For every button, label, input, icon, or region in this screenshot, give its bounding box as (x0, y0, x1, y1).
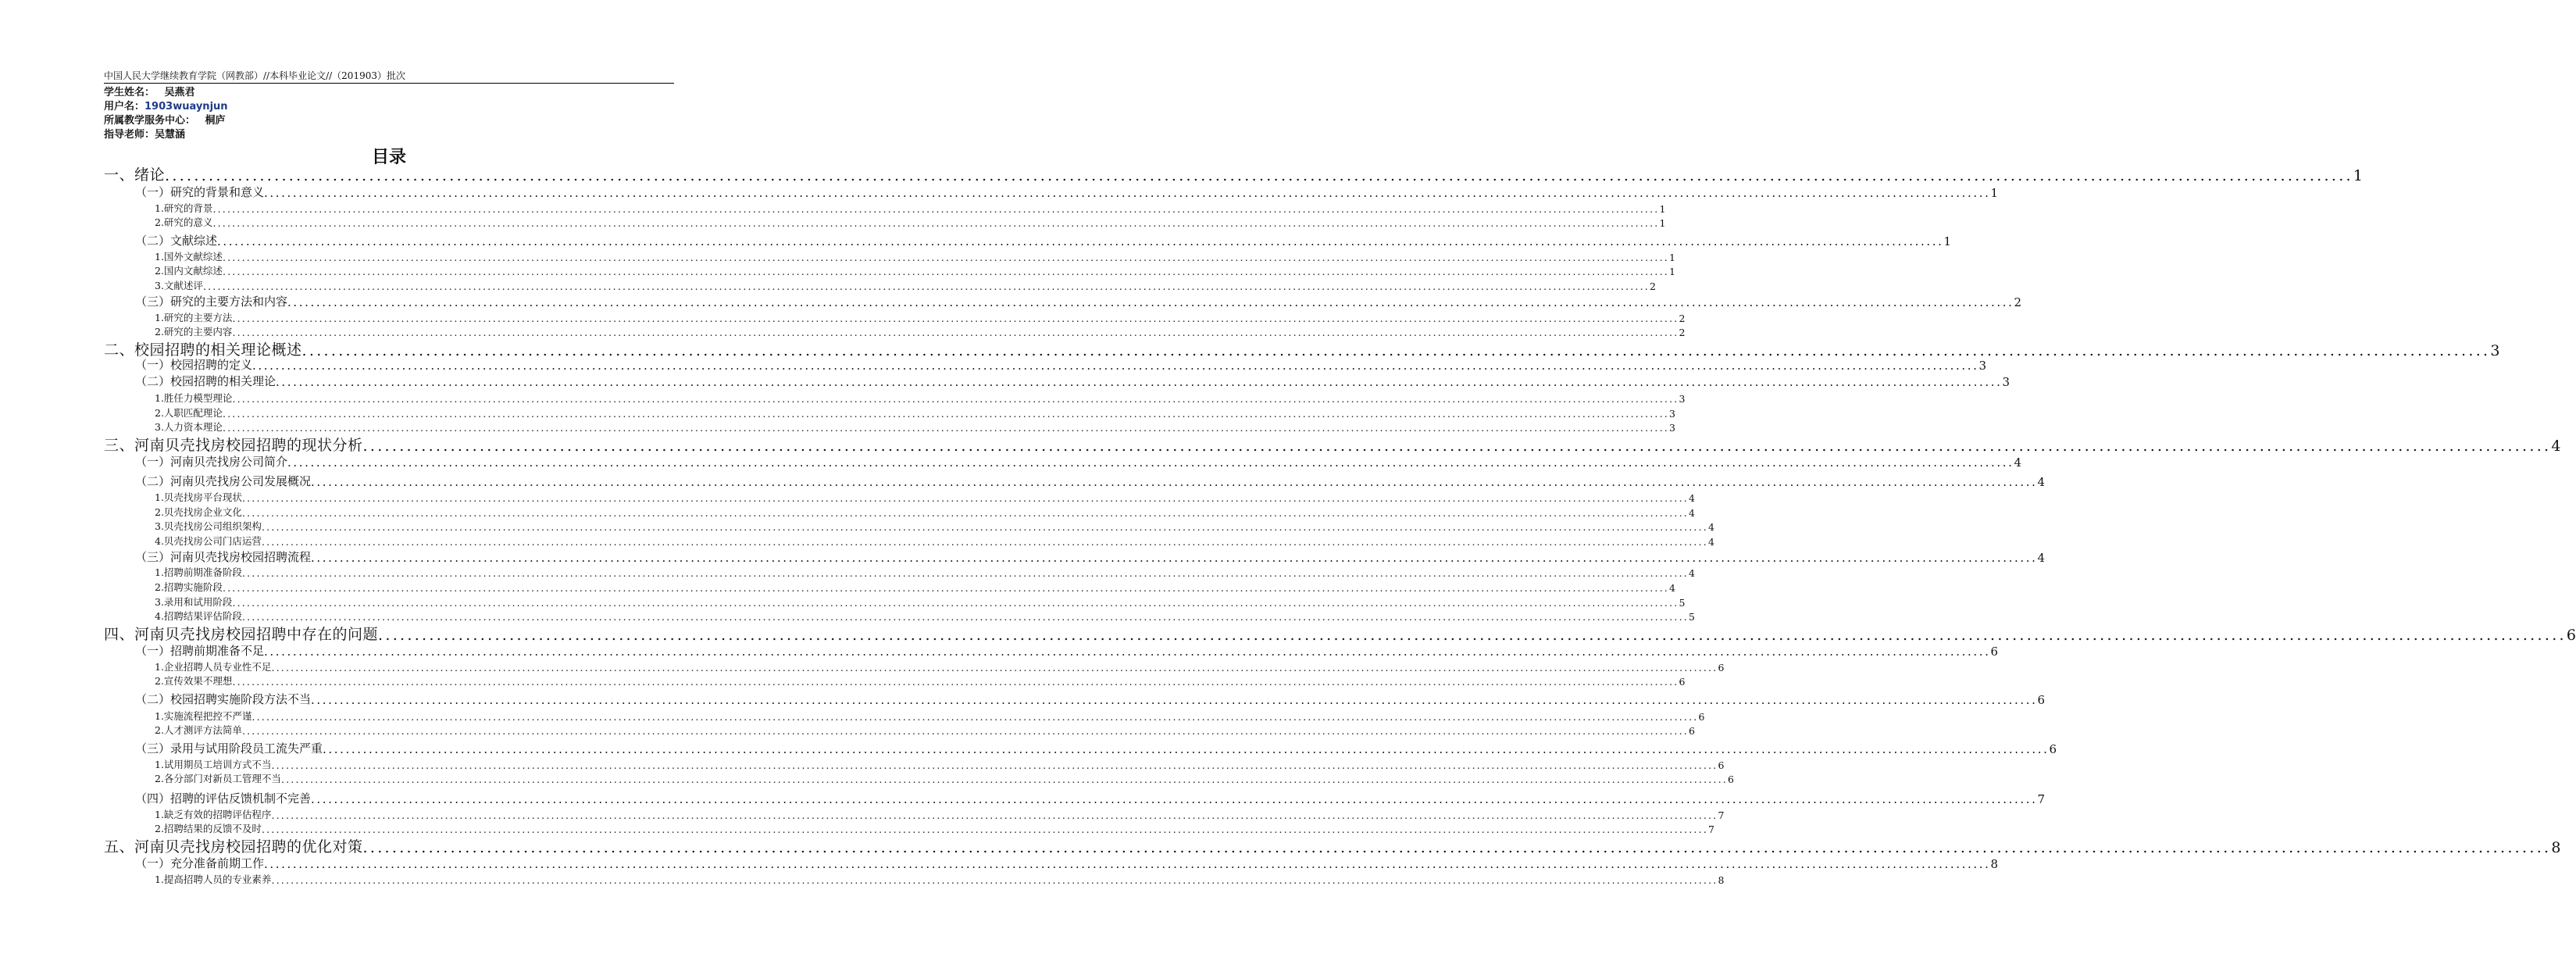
student-name-value: 吴燕君 (164, 87, 195, 98)
toc-entry-page: 6 (1679, 676, 1686, 688)
toc-entry-title: 五、河南贝壳找房校园招聘的优化对策 (104, 838, 363, 856)
toc-entry-page: 4 (1668, 582, 1675, 594)
toc-entry-page: 2 (1679, 313, 1686, 324)
toc-dot-leader: ............................................................................................................................................................................................................................................................................................................ (271, 874, 1718, 886)
service-center-label: 所属教学服务中心： (104, 115, 196, 127)
toc-entry-title: 1.贝壳找房平台现状 (155, 491, 242, 503)
toc-entry-level-3[interactable] (155, 809, 1725, 821)
toc-entry-level-2[interactable] (135, 791, 2045, 806)
toc-entry-title: 三、河南贝壳找房校园招聘的现状分析 (104, 437, 363, 454)
toc-entry-level-3[interactable] (155, 710, 1705, 723)
toc-dot-leader: ............................................................................................................................................................................................................................................................................................................ (323, 742, 2050, 756)
toc-entry-level-3[interactable] (155, 392, 1686, 405)
toc-dot-leader: ............................................................................................................................................................................................................................................................................................................ (232, 597, 1679, 609)
toc-entry-page: 7 (1718, 809, 1725, 821)
toc-dot-leader: ............................................................................................................................................................................................................................................................................................................ (311, 792, 2038, 806)
toc-entry-page: 4 (1707, 536, 1714, 548)
toc-entry-page: 4 (2551, 438, 2561, 455)
toc-dot-leader: ............................................................................................................................................................................................................................................................................................................ (362, 839, 2552, 856)
toc-entry-page: 3 (1668, 408, 1675, 420)
toc-entry-level-3[interactable] (155, 216, 1666, 229)
toc-entry-level-1[interactable] (104, 838, 2561, 856)
toc-entry-page: 4 (2037, 551, 2045, 565)
toc-entry-level-2[interactable] (135, 455, 2021, 470)
toc-entry-page: 1 (1659, 217, 1666, 229)
toc-dot-leader: ............................................................................................................................................................................................................................................................................................................ (261, 521, 1708, 533)
toc-entry-level-3[interactable] (155, 407, 1675, 420)
advisor-row (104, 128, 228, 142)
toc-entry-page: 8 (2551, 839, 2561, 856)
toc-entry-title: 3.录用和试用阶段 (155, 596, 233, 608)
toc-entry-level-3[interactable] (155, 280, 1656, 292)
toc-dot-leader: ............................................................................................................................................................................................................................................................................................................ (362, 438, 2552, 455)
toc-dot-leader: ............................................................................................................................................................................................................................................................................................................ (261, 823, 1708, 835)
toc-dot-leader: ............................................................................................................................................................................................................................................................................................................ (232, 676, 1679, 688)
toc-dot-leader: ............................................................................................................................................................................................................................................................................................................ (311, 475, 2038, 489)
toc-entry-page: 6 (2049, 742, 2057, 756)
toc-dot-leader: ............................................................................................................................................................................................................................................................................................................ (217, 234, 1944, 248)
toc-entry-title: （二）文献综述 (135, 234, 218, 248)
toc-entry-title: 2.各分部门对新员工管理不当 (155, 773, 281, 784)
toc-entry-level-3[interactable] (155, 661, 1725, 673)
toc-dot-leader: ............................................................................................................................................................................................................................................................................................................ (241, 507, 1689, 519)
toc-entry-level-1[interactable] (104, 436, 2561, 455)
service-center-row (104, 114, 228, 128)
toc-entry-level-2[interactable] (135, 185, 1998, 200)
advisor-label: 指导老师： (104, 129, 155, 141)
toc-entry-page: 6 (1990, 645, 1998, 659)
toc-entry-title: 1.实施流程把控不严谨 (155, 710, 252, 722)
toc-entry-level-3[interactable] (155, 773, 1734, 785)
toc-dot-leader: ............................................................................................................................................................................................................................................................................................................ (271, 662, 1718, 673)
toc-entry-page: 2 (2014, 295, 2021, 309)
toc-entry-level-3[interactable] (155, 596, 1686, 609)
page-header: 中国人民大学继续教育学院（网教部）//本科毕业论文//（201903）批次 (104, 70, 674, 84)
toc-dot-leader: ............................................................................................................................................................................................................................................................................................................ (232, 327, 1679, 338)
toc-entry-title: 一、绪论 (104, 166, 166, 184)
toc-dot-leader: ............................................................................................................................................................................................................................................................................................................ (241, 725, 1689, 737)
advisor-value: 吴慧涵 (155, 129, 186, 141)
toc-dot-leader: ............................................................................................................................................................................................................................................................................................................ (222, 252, 1669, 263)
service-center-value: 桐庐 (205, 115, 226, 127)
student-name-row (104, 86, 228, 100)
toc-dot-leader: ............................................................................................................................................................................................................................................................................................................ (232, 313, 1679, 324)
toc-entry-level-3[interactable] (155, 566, 1695, 579)
toc-entry-page: 3 (2002, 375, 2010, 389)
toc-entry-level-1[interactable] (104, 625, 2576, 644)
toc-entry-title: 2.研究的意义 (155, 216, 213, 228)
toc-dot-leader: ............................................................................................................................................................................................................................................................................................................ (276, 375, 2003, 389)
toc-entry-level-2[interactable] (135, 234, 1951, 248)
toc-dot-leader: ............................................................................................................................................................................................................................................................................................................ (264, 645, 1991, 659)
toc-entry-level-3[interactable] (155, 759, 1725, 771)
toc-dot-leader: ............................................................................................................................................................................................................................................................................................................ (264, 857, 1991, 871)
toc-entry-title: （二）校园招聘实施阶段方法不当 (135, 692, 312, 706)
toc-entry-page: 2 (1679, 327, 1686, 338)
toc-entry-level-3[interactable] (155, 520, 1714, 533)
toc-entry-title: 四、河南贝壳找房校园招聘中存在的问题 (104, 626, 379, 643)
toc-entry-page: 6 (1698, 711, 1705, 723)
toc-entry-page: 1 (1668, 266, 1675, 277)
toc-entry-title: 1.胜任力模型理论 (155, 392, 233, 404)
toc-entry-page: 1 (1668, 252, 1675, 263)
toc-entry-title: 1.国外文献综述 (155, 251, 223, 263)
toc-entry-level-3[interactable] (155, 610, 1695, 623)
toc-dot-leader: ............................................................................................................................................................................................................................................................................................................ (165, 167, 2353, 184)
toc-entry-level-3[interactable] (155, 581, 1675, 594)
toc-entry-title: 2.人才测评方法简单 (155, 724, 242, 736)
toc-entry-page: 3 (1668, 422, 1675, 434)
toc-entry-title: （四）招聘的评估反馈机制不完善 (135, 791, 312, 806)
toc-dot-leader: ............................................................................................................................................................................................................................................................................................................ (241, 611, 1689, 623)
toc-entry-title: 3.文献述评 (155, 280, 203, 291)
toc-entry-level-3[interactable] (155, 202, 1666, 215)
toc-dot-leader: ............................................................................................................................................................................................................................................................................................................ (222, 422, 1669, 434)
toc-entry-level-3[interactable] (155, 675, 1686, 688)
toc-entry-title: （三）录用与试用阶段员工流失严重 (135, 741, 323, 756)
toc-entry-title: 2.宣传效果不理想 (155, 675, 233, 687)
toc-entry-level-3[interactable] (155, 535, 1714, 548)
toc-entry-page: 5 (1688, 611, 1695, 623)
toc-entry-title: 1.缺乏有效的招聘评估程序 (155, 809, 272, 820)
toc-entry-level-3[interactable] (155, 312, 1686, 324)
toc-entry-page: 6 (1688, 725, 1695, 737)
toc-entry-level-2[interactable] (135, 374, 2010, 389)
toc-dot-leader: ............................................................................................................................................................................................................................................................................................................ (222, 266, 1669, 277)
toc-entry-title: 4.招聘结果评估阶段 (155, 610, 242, 622)
toc-entry-page: 4 (2014, 455, 2021, 470)
toc-dot-leader: ............................................................................................................................................................................................................................................................................................................ (311, 551, 2038, 565)
toc-entry-page: 3 (1679, 393, 1686, 405)
toc-entry-title: 1.研究的主要方法 (155, 312, 233, 323)
toc-entry-title: （一）河南贝壳找房公司简介 (135, 455, 288, 469)
student-name-label: 学生姓名： (104, 87, 155, 98)
toc-entry-page: 1 (1990, 186, 1998, 200)
toc-dot-leader: ............................................................................................................................................................................................................................................................................................................ (287, 295, 2014, 309)
toc-dot-leader: ............................................................................................................................................................................................................................................................................................................ (222, 408, 1669, 420)
toc-entry-level-2[interactable] (135, 856, 1998, 871)
toc-entry-title: 2.人职匹配理论 (155, 407, 223, 419)
toc-entry-page: 4 (1688, 567, 1695, 579)
toc-entry-level-3[interactable] (155, 506, 1695, 519)
toc-entry-title: 2.招聘结果的反馈不及时 (155, 823, 262, 834)
toc-entry-level-2[interactable] (135, 550, 2045, 565)
toc-dot-leader: ............................................................................................................................................................................................................................................................................................................ (261, 536, 1708, 548)
toc-entry-level-3[interactable] (155, 251, 1675, 263)
toc-entry-level-3[interactable] (155, 491, 1695, 504)
toc-entry-page: 6 (2566, 627, 2576, 644)
toc-entry-page: 4 (2037, 475, 2045, 489)
toc-entry-level-3[interactable] (155, 724, 1695, 737)
toc-dot-leader: ............................................................................................................................................................................................................................................................................................................ (212, 203, 1660, 215)
toc-entry-title: 3.人力资本理论 (155, 421, 223, 433)
toc-entry-page: 8 (1990, 857, 1998, 871)
username-row (104, 100, 228, 114)
toc-entry-page: 5 (1679, 597, 1686, 609)
toc-entry-title: 2.国内文献综述 (155, 265, 223, 277)
toc-entry-title: 4.贝壳找房公司门店运营 (155, 535, 262, 547)
toc-dot-leader: ............................................................................................................................................................................................................................................................................................................ (252, 359, 1979, 373)
toc-entry-level-2[interactable] (135, 741, 2057, 756)
username-value: 1903wuaynjun (144, 101, 228, 113)
toc-entry-title: （一）研究的背景和意义 (135, 185, 265, 199)
toc-entry-level-2[interactable] (135, 644, 1998, 659)
toc-dot-leader: ............................................................................................................................................................................................................................................................................................................ (222, 582, 1669, 594)
toc-entry-title: （一）充分准备前期工作 (135, 856, 265, 870)
toc-entry-page: 2 (1649, 280, 1656, 292)
toc-entry-level-2[interactable] (135, 295, 2021, 309)
toc-entry-page: 6 (1718, 759, 1725, 771)
toc-entry-page: 6 (1718, 662, 1725, 673)
toc-dot-leader: ............................................................................................................................................................................................................................................................................................................ (311, 693, 2038, 707)
toc-entry-title: （三）河南贝壳找房校园招聘流程 (135, 550, 312, 564)
toc-dot-leader: ............................................................................................................................................................................................................................................................................................................ (202, 280, 1650, 292)
toc-dot-leader: ............................................................................................................................................................................................................................................................................................................ (287, 455, 2014, 470)
toc-entry-title: 2.贝壳找房企业文化 (155, 506, 242, 518)
toc-entry-title: 二、校园招聘的相关理论概述 (104, 341, 302, 359)
username-label: 用户名： (104, 101, 145, 113)
toc-dot-leader: ............................................................................................................................................................................................................................................................................................................ (241, 567, 1689, 579)
toc-dot-leader: ............................................................................................................................................................................................................................................................................................................ (264, 186, 1991, 200)
toc-entry-title: （一）招聘前期准备不足 (135, 644, 265, 658)
toc-entry-page: 3 (2490, 342, 2500, 359)
toc-entry-page: 4 (1688, 507, 1695, 519)
toc-entry-page: 1 (1943, 234, 1951, 248)
toc-dot-leader: ............................................................................................................................................................................................................................................................................................................ (232, 393, 1679, 405)
toc-entry-title: （二）校园招聘的相关理论 (135, 374, 277, 388)
toc-entry-page: 4 (1707, 521, 1714, 533)
toc-dot-leader: ............................................................................................................................................................................................................................................................................................................ (271, 759, 1718, 771)
toc-entry-level-2[interactable] (135, 474, 2045, 489)
toc-entry-page: 1 (2353, 167, 2364, 184)
toc-entry-title: 1.试用期员工培训方式不当 (155, 759, 272, 770)
toc-entry-title: 3.贝壳找房公司组织架构 (155, 520, 262, 532)
toc-entry-title: （三）研究的主要方法和内容 (135, 295, 288, 309)
toc-dot-leader: ............................................................................................................................................................................................................................................................................................................ (280, 773, 1728, 785)
toc-entry-level-2[interactable] (135, 358, 1986, 373)
toc-entry-title: 1.招聘前期准备阶段 (155, 566, 242, 578)
toc-entry-page: 7 (2037, 792, 2045, 806)
toc-dot-leader: ............................................................................................................................................................................................................................................................................................................ (271, 809, 1718, 821)
student-info (104, 86, 228, 142)
toc-dot-leader: ............................................................................................................................................................................................................................................................................................................ (301, 342, 2491, 359)
toc-entry-title: （一）校园招聘的定义 (135, 358, 253, 372)
toc-entry-title: 1.企业招聘人员专业性不足 (155, 661, 272, 673)
toc-dot-leader: ............................................................................................................................................................................................................................................................................................................ (241, 492, 1689, 504)
toc-entry-page: 6 (1727, 773, 1734, 785)
toc-dot-leader: ............................................................................................................................................................................................................................................................................................................ (378, 627, 2567, 644)
toc-entry-page: 8 (1718, 874, 1725, 886)
toc-entry-page: 3 (1978, 359, 1986, 373)
toc-entry-level-3[interactable] (155, 873, 1725, 886)
toc-entry-level-1[interactable] (104, 166, 2364, 184)
toc-entry-title: （二）河南贝壳找房公司发展概况 (135, 474, 312, 488)
toc-title: 目录 (371, 148, 406, 167)
toc-entry-page: 7 (1707, 823, 1714, 835)
toc-entry-page: 4 (1688, 492, 1695, 504)
toc-entry-title: 2.研究的主要内容 (155, 326, 233, 338)
toc-entry-title: 1.提高招聘人员的专业素养 (155, 873, 272, 885)
toc-dot-leader: ............................................................................................................................................................................................................................................................................................................ (212, 217, 1660, 229)
toc-entry-level-3[interactable] (155, 265, 1675, 277)
toc-entry-level-3[interactable] (155, 421, 1675, 434)
toc-entry-title: 1.研究的背景 (155, 202, 213, 214)
toc-entry-level-3[interactable] (155, 326, 1686, 338)
toc-dot-leader: ............................................................................................................................................................................................................................................................................................................ (252, 711, 1699, 723)
toc-entry-level-2[interactable] (135, 692, 2045, 707)
toc-entry-title: 2.招聘实施阶段 (155, 581, 223, 593)
toc-entry-level-3[interactable] (155, 823, 1714, 835)
toc-entry-page: 1 (1659, 203, 1666, 215)
toc-entry-page: 6 (2037, 693, 2045, 707)
